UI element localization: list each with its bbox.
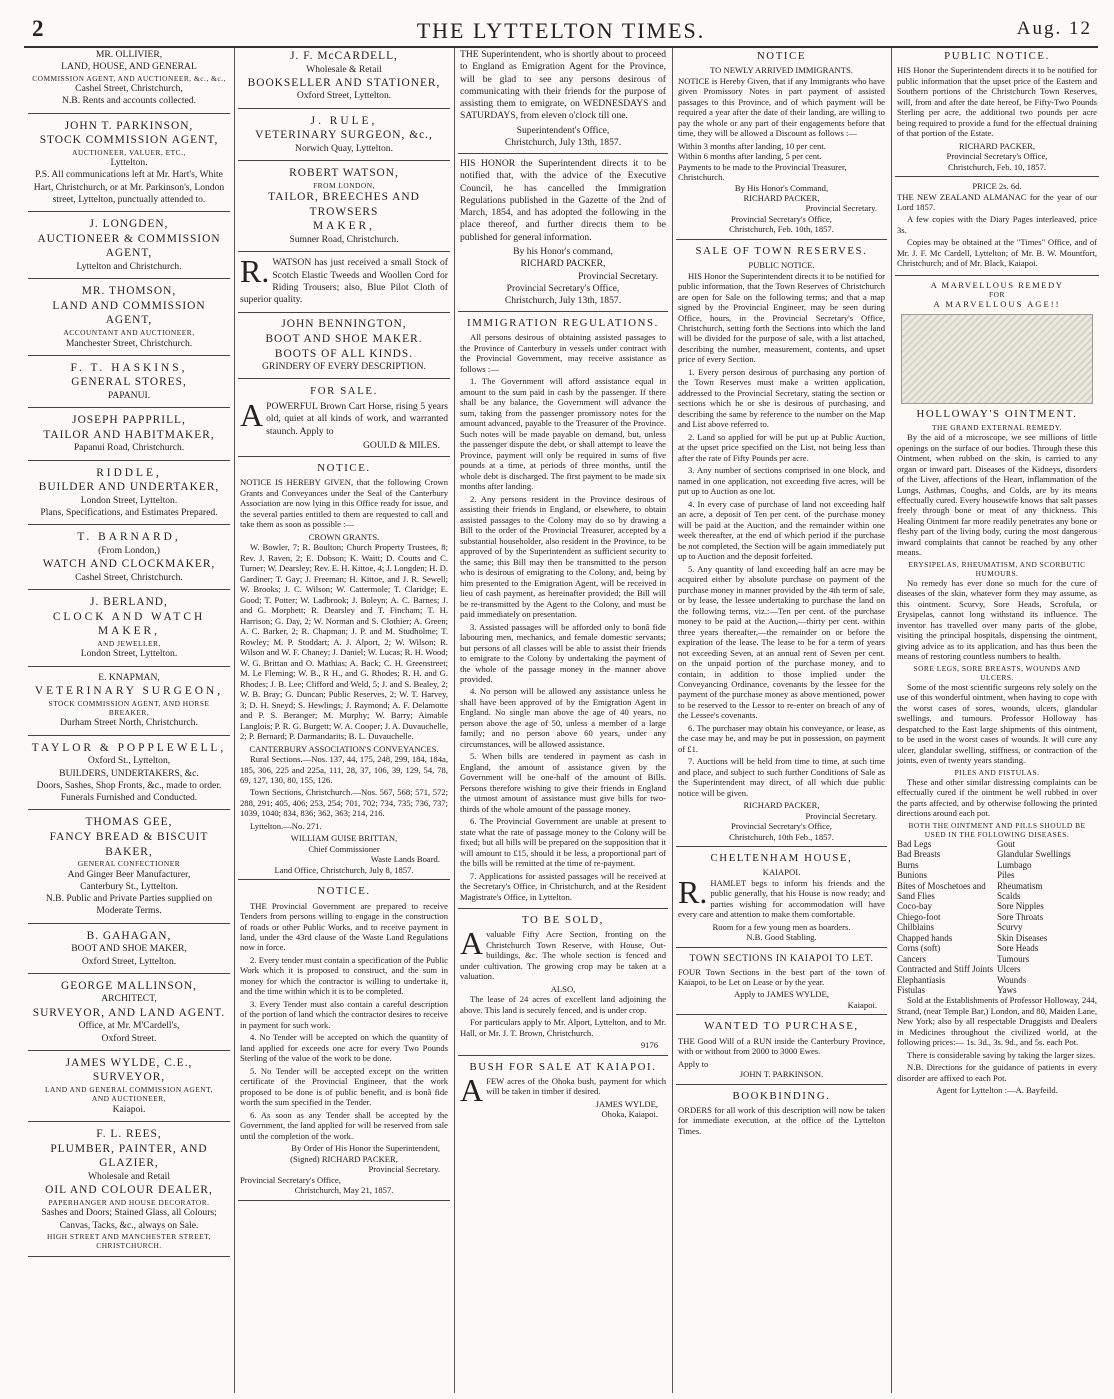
column-four <box>676 48 887 1395</box>
card-line: HIGH STREET AND MANCHESTER STREET, <box>47 1231 211 1241</box>
card-line: B. GAHAGAN, <box>86 929 172 942</box>
paragraph: 4. No person will be allowed any assistance unless he shall have been approved of by the Emigration Agent in England. No single man above the age of 40 years, no person above the age of 50, unless a member of a large family; and no person above 60 years, under any circumstances, will be allowed assistance. <box>460 686 666 749</box>
paragraph: 4. In every case of purchase of land not exceeding half an acre, a deposit of Ten per cent. of the purchase money will be paid at the Auction, and the remainder within one week thereafter, at the end of which period if the purchase be not completed, the Section will be again immediately put up to Auction and the deposit forfeited. <box>678 498 885 562</box>
text-line: Provincial Secretary. <box>805 810 877 821</box>
masthead <box>24 10 1098 48</box>
card-line: Sumner Road, Christchurch. <box>289 234 399 246</box>
card-line: J. F. McCARDELL, <box>290 50 398 62</box>
superintendent-notice: HIS HONOR the Superintendent directs it to be notified that, with the advice of the Executive Council, he has cancelled the Immigration Regulations published in the Gazette of the 2nd of March, 1854, and has adopted the following in the place thereof, and further directs them to be published for general information. By his Honor's command, RICHARD PACKER, Provincial Secretary. Provincial Secretary's Office, Christchurch, July 13th, 1857. <box>458 157 668 312</box>
card-line: BREAKER, <box>108 708 150 717</box>
column-two <box>238 48 450 1395</box>
card-line: COMMISSION AGENT, AND AUCTIONEER, &c., &c., <box>32 73 226 83</box>
kaiapoi-sections-advert: TOWN SECTIONS IN KAIAPOI TO LET. FOUR Town Sections in the best part of the town of Kaiapoi, to be Let on Lease or by the year. Apply to JAMES WYLDE, Kaiapoi. <box>676 951 887 1016</box>
text-line: Provincial Secretary's Office, <box>731 821 832 832</box>
card-line: BUILDER AND UNDERTAKER, <box>38 481 220 494</box>
card-line: Oxford St., Lyttelton, <box>87 755 171 767</box>
column-business-cards <box>28 48 230 1395</box>
diseases-list <box>897 839 1097 996</box>
card-line: SURVEYOR, <box>92 1071 166 1084</box>
card-line: ARCHITECT, <box>101 993 157 1005</box>
card-line: LAND AND GENERAL COMMISSION AGENT, <box>45 1085 213 1094</box>
text-line: Christchurch, May 21, 1857. <box>294 1185 394 1196</box>
card-line: JOHN T. PARKINSON, <box>64 119 194 132</box>
card-line: AUCTIONEER & COMMISSION AGENT, <box>37 232 221 260</box>
disease-item: Tumours <box>997 953 1030 964</box>
column-rule <box>672 48 673 1393</box>
watson-advert: R. WATSON has just received a small Stock of Scotch Elastic Tweeds and Woollen Cord for Riding Trousers; also, Blue Pilot Cloth of superior quality. <box>238 256 450 313</box>
disease-item: Ulcers <box>997 964 1021 975</box>
card-line: And Ginger Beer Manufacturer, <box>67 868 191 880</box>
page-number: 2 <box>32 16 44 41</box>
paragraph: 7. Applications for assisted passages will be received at the Secretary's Office, in Christchurch, and at the Resident Magistrate's Office, in Lyttelton. <box>460 870 666 902</box>
paragraph: 6. As soon as any Tender shall be accepted by the Government, the land applied for will be reserved from sale until the completion of the work. <box>240 1109 448 1141</box>
engraving-illustration <box>901 314 1093 404</box>
card-line: BOOTS OF ALL KINDS. <box>274 347 414 360</box>
to-be-sold-advert: TO BE SOLD, Avaluable Fifty Acre Section, fronting on the Christchurch Town Reserve, with House, Out-buildings, &c. The whole section is fenced and under cultivation. The growing crop may be taken at a valuation. ALSO, The lease of 24 acres of excellent land adjoining the above. This land is securely fenced, and is under crop. For particulars apply to Mr. Alport, Lyttelton, and to Mr. Hall, or Mr. J. T. Brown, Christchurch. 9176 <box>458 912 668 1056</box>
disease-item: Bad Breasts <box>897 849 941 860</box>
disease-item: Wounds <box>997 974 1027 985</box>
card-line: VETERINARY SURGEON, <box>34 684 224 697</box>
bush-for-sale-advert: BUSH FOR SALE AT KAIAPOI. AFEW acres of the Ohoka bush, payment for which will be taken in timber if desired. JAMES WYLDE, Ohoka, Kaiapoi. <box>460 1060 666 1120</box>
business-card <box>28 814 230 923</box>
paragraph: THE Provincial Government are prepared to receive Tenders from persons willing to engage in the construction of roads or other Public Works, and to receive payment in land, under the 43rd clause of the Waste Land Regulations now in force. <box>240 900 448 953</box>
card-line: MR. OLLIVIER, <box>95 49 163 60</box>
business-card <box>28 465 230 526</box>
card-line: BOOT AND SHOE MAKER, <box>71 943 187 955</box>
newspaper-title: THE LYTTELTON TIMES. <box>416 18 706 43</box>
text-line: RICHARD PACKER, <box>743 800 820 811</box>
paragraph: 1. Every person desirous of purchasing any portion of the Town Reserves must make a written application, addressed to the Provincial Secretary, stating the section or sections which he or she is desirous of purchasing, and describing the same by reference to the number on the Map and List above referred to. <box>678 366 885 430</box>
business-card <box>28 928 230 974</box>
paragraph: 3. Any number of sections comprised in one block, and named in one application, not exceeding five acres, will be put up to Auction as one lot. <box>678 465 885 497</box>
paragraph: HIS Honor the Superintendent directs it to be notified for public information, that the Town Reserves of Christchurch are open for Sale on the following terms; and that a map signed by the Provincial Engineer, may be seen during Office, hours, in the Provincial Secretary's Office, Christchurch, setting forth the Sections into which the land will be divided for the purpose of sale, with a list attached, describing the number, measurement, contents, and upset price of every Section. <box>678 270 885 365</box>
column-rule <box>234 48 235 1393</box>
disease-item: Piles <box>997 870 1015 881</box>
column-three <box>458 48 668 1395</box>
card-line: ROBERT WATSON, <box>289 167 399 180</box>
card-line: J. BERLAND, <box>90 596 168 609</box>
bennington-advert <box>238 316 450 379</box>
card-line: BUILDERS, UNDERTAKERS, &c. <box>59 767 199 779</box>
card-line: Office, at Mr. M'Cardell's, <box>78 1020 180 1032</box>
card-line: P.S. All communications left at Mr. Hart's, White Hart, Christchurch, or at Mr. Parkinson's, London street, Lyttelton, punctually attended to. <box>33 169 225 205</box>
card-line: Oxford Street. <box>101 1032 157 1044</box>
card-line: LAND AND COMMISSION AGENT, <box>52 299 206 327</box>
business-card <box>238 165 450 252</box>
business-card <box>28 360 230 408</box>
card-line: THOMAS GEE, <box>85 816 173 829</box>
card-line: Cashel Street, Christchurch. <box>75 571 183 583</box>
paragraph: 2. Any persons resident in the Province desirous of assisting their friends in England, or elsewhere, to obtain assisted passages to the Colony may do so by drawing a Bill to the order of the Provincial Treasurer, accepted by a substantial householder, also resident in the Province, to be approved of by the Superintendent as sufficient security to the same; this Bill may then be transmitted to the person who is desirous of emigrating to the Colony, and, being by him presented to the Emigration Agent, will be received in lieu of cash payment, as hereinafter provided; the Bill will be re-transmitted by the Agent to the Colony, and must be paid immediately on presentation. <box>460 493 666 620</box>
card-line: Papanui Road, Christchurch. <box>73 442 185 454</box>
disease-item: Yaws <box>997 984 1017 995</box>
paragraph: 5. When bills are tendered in payment as cash in England, the amount of assistance given by the Government will be one-half of the amount of Bills. Persons therefore wishing to give their friends in England the utmost amount of assistance must give bills for two-thirds of the whole amount of the passage money. <box>460 751 666 814</box>
paragraph: 7. Auctions will be held from time to time, at such time and place, and subject to such further Conditions of Sale as the Superintendent may direct, of all which due public notice will be given. <box>678 756 885 798</box>
card-line: ACCOUNTANT AND AUCTIONEER, <box>63 328 195 338</box>
card-line: LAND, HOUSE, AND GENERAL <box>61 61 197 73</box>
card-line: Wholesale and Retail <box>87 1170 171 1182</box>
card-line: PAPERHANGER AND HOUSE DECORATOR. <box>48 1197 210 1207</box>
for-sale-advert: FOR SALE. APOWERFUL Brown Cart Horse, rising 5 years old, quiet at all kinds of work, and warranted staunch. Apply to GOULD & MILES. <box>238 383 450 457</box>
paragraph: 5. No Tender will be accepted except on the written certificate of the Provincial Engineer, that the work proposed to be done is of public benefit, and is bonâ fide worth the sum specified in the Tender. <box>240 1065 448 1108</box>
card-line: VETERINARY SURGEON, &c., <box>255 129 433 142</box>
business-card <box>28 740 230 811</box>
card-line: N.B. Public and Private Parties supplied on Moderate Terms. <box>45 893 213 917</box>
card-line: BOOKSELLER AND STATIONER, <box>247 76 441 89</box>
disease-item: Scalds <box>997 891 1021 901</box>
column-rule <box>891 48 892 1393</box>
column-rule <box>454 48 455 1393</box>
issue-date: Aug. 12 <box>1016 18 1092 39</box>
disease-item: Sore Throats <box>997 911 1044 922</box>
card-line: OIL AND COLOUR DEALER, <box>45 1184 213 1197</box>
paragraph: 2. Every tender must contain a specification of the Public Work which it is proposed to construct, and the sum in money for which the contractor is willing to undertake it, and the time within which it is to be completed. <box>240 954 448 997</box>
card-line: MAKER, <box>313 220 375 233</box>
paragraph: 3. Assisted passages will be afforded only to bonâ fide labouring men, mechanics, and female domestic servants; but persons of all classes will be able to assist their friends to emigrate to the Colony by undertaking the payment of the whole of the passage money in the manner above provided. <box>460 621 666 684</box>
disease-item: Coco-bay <box>897 901 932 912</box>
card-line: AND AUCTIONEER, <box>91 1094 166 1104</box>
column-five <box>895 48 1099 1395</box>
disease-item: Elephantiasis <box>897 974 945 985</box>
immigration-regulations: IMMIGRATION REGULATIONS. All persons desirous of obtaining assisted passages to the Province of Canterbury in vessels under contract with the Provincial Government, may receive assistance as follows :— 1. The Government will afford assistance equal in amount to the sum paid in cash by the passenger. If there shall be any balance, the Government will advance the sum, taking from the passenger promissory notes for the amount advanced, payable to the Treasurer of the Province. Such notes will be made payable on demand, but, unless the passenger dispute the debt, or shall attempt to leave the Province, payment will only be required in sums of five pounds at a time, at periods of three months, until the whole debt is discharged. The first payment to be made six months after landing. 2. Any persons resident in the Province desirous of assisting their friends in England, or elsewhere, to obtain assisted passages to the Colony may do so by drawing a Bill to the order of the Provincial Treasurer, accepted by a substantial householder, also resident in the Province, to be approved of by the Superintendent as sufficient security to the same; this Bill may then be transmitted to the person who is desirous of emigrating to the Colony, and, being by him presented to the Emigration Agent, will be received in lieu of cash payment, as hereinafter provided; the Bill will be re-transmitted by the Agent to the Colony, and must be paid immediately on presentation. 3. Assisted passages will be afforded only to bonâ fide labouring men, mechanics, and female domestic servants; but persons of all classes will be able to assist their friends to emigrate to the Colony by undertaking the payment of the whole of the passage money in the manner above provided. 4. No person will be allowed any assistance unless he shall have been approved of by the Emigration Agent in England. No single man above the age of 40 years, no person above the age of 50, unless a member of a large family; and no person above 60 years, under any circumstances, will be allowed assistance. 5. When bills are tendered in payment as cash in England, the amount of assistance given by the Government will be one-half of the amount of Bills. Persons therefore wishing to give their friends in England the utmost amount of assistance must give bills for two-thirds of the whole amount of the passage money. 6. The Provincial Government are unable at present to state what the rate of passage money to the Colony will be fixed; but all bills will be prepared on the supposition that it will amount to £15, should it be less, a proportional part of the bills will be remitted at the time of re-payment. 7. Applications for assisted passages will be received at the Secretary's Office, in Christchurch, and at the Resident Magistrate's Office, in Lyttelton. <box>458 315 668 909</box>
card-line: CHRISTCHURCH. <box>96 1241 162 1251</box>
text-line: By Order of His Honor the Superintendent, <box>291 1143 440 1154</box>
disease-item: Contracted and Stiff Joints <box>897 964 994 975</box>
card-line: GRINDERY OF EVERY DESCRIPTION. <box>262 361 426 373</box>
card-line: STOCK COMMISSION AGENT, AND HORSE <box>48 698 210 708</box>
business-card <box>28 529 230 590</box>
business-card <box>28 118 230 213</box>
card-line: (From London,) <box>98 545 160 557</box>
card-line: Norwich Quay, Lyttelton. <box>295 142 393 154</box>
disease-item: Bad Legs <box>897 838 932 849</box>
card-line: London Street, Lyttelton. <box>80 648 178 660</box>
immigrants-notice: NOTICE TO NEWLY ARRIVED IMMIGRANTS. NOTICE is Hereby Given, that if any Immigrants who have given Promissory Notes in part payment of assisted passages to this Province, and of which payment will be required a year after the date of their landing, are willing to pay the whole or any part of their engagements before that time, they will be allowed a Discount as follows :— Within 3 months after landing, 10 per cent. Within 6 months after landing, 5 per cent. Payments to be made to the Provincial Treasurer, Christchurch. By His Honor's Command, RICHARD PACKER, Provincial Secretary. Provincial Secretary's Office, Christchurch, Feb. 10th, 1857. <box>676 48 887 240</box>
bookbinding-advert: BOOKBINDING. ORDERS for all work of this description will now be taken for immediate execution, at the office of the Lyttelton Times. <box>678 1089 885 1136</box>
card-line: FANCY BREAD & BISCUIT BAKER, <box>49 830 209 858</box>
tenders-notice: NOTICE. THE Provincial Government are prepared to receive Tenders from persons willing to engage in the construction of roads or other Public Works, and to receive payment in land, under the 43rd clause of the Waste Land Regulations now in force. 2. Every tender must contain a specification of the Public Work which it is proposed to construct, and the sum in money for which the contractor is willing to undertake it, and the time within which it is to be completed. 3. Every Tender must also contain a careful description of the portion of land which the contractor desires to receive in payment for such work. 4. No Tender will be accepted on which the quantity of land applied for exceeds one acre for every Two Pounds Sterling of the value of the work to be done. 5. No Tender will be accepted except on the written certificate of the Provincial Engineer, that the work proposed to be done is of public benefit, and is bonâ fide worth the sum specified in the Tender. 6. As soon as any Tender shall be accepted by the Government, the land applied for will be reserved from sale until the completion of the work. By Order of His Honor the Superintendent, (Signed) RICHARD PACKER, Provincial Secretary. Provincial Secretary's Office, Christchurch, May 21, 1857. <box>238 883 450 1200</box>
card-line: Lyttelton. <box>110 157 148 169</box>
card-line: Cashel Street, Christchurch, <box>75 83 183 94</box>
paragraph: All persons desirous of obtaining assisted passages to the Province of Canterbury in vessels under contract with the Provincial Government, may receive assistance as follows :— <box>460 332 666 374</box>
disease-item: Glandular Swellings <box>997 849 1071 860</box>
card-line: Wholesale & Retail <box>306 63 382 75</box>
card-line: MR. THOMSON, <box>81 285 177 298</box>
business-card <box>28 283 230 356</box>
disease-item: Corns (soft) <box>897 943 941 954</box>
public-notice: PUBLIC NOTICE. HIS Honor the Superintendent directs it to be notified for public information that the upset price of the Eastern and Southern portions of the Christchurch Town Reserves, will, from and after the date hereof, be Fifty-Two Pounds Sterling per acre, the additional two pounds per acre being required to provide a fund for the effectual draining of that portion of the Estate. RICHARD PACKER, Provincial Secretary's Office, Christchurch, Feb. 10, 1857. <box>895 48 1099 177</box>
card-line: London Street, Lyttelton. <box>80 494 178 506</box>
card-line: E. KNAPMAN, <box>98 671 160 683</box>
card-line: FROM LONDON, <box>313 180 375 190</box>
town-reserves-sale: SALE OF TOWN RESERVES. PUBLIC NOTICE. HIS Honor the Superintendent directs it to be notified for public information, that the Town Reserves of Christchurch are open for Sale on the following terms; and that a map signed by the Provincial Engineer, may be seen during Office, hours, in the Provincial Secretary's Office, Christchurch, setting forth the Sections into which the land will be divided for the purpose of sale, with a list attached, describing the number, measurement, contents, and upset price of every Section. 1. Every person desirous of purchasing any portion of the Town Reserves must make a written application, addressed to the Provincial Secretary, stating the section or sections which he or she is desirous of purchasing, and describing the same by reference to the number on the Map and List above referred to. 2. Land so applied for will be put up at Public Auction, at the upset price specified on the List, not being less than after the rate of Fifty Pounds per acre. 3. Any number of sections comprised in one block, and named in one application, not exceeding five acres, will be put up to Auction as one lot. 4. In every case of purchase of land not exceeding half an acre, a deposit of Ten per cent. of the purchase money will be paid at the Auction, and the remainder within one week thereafter, at the end of which period if the purchase be not completed, the Section will be again immediately put up to Auction and the deposit forfeited. 5. Any quantity of land exceeding half an acre may be acquired either by absolute purchase on payment of the purchase money in manner provided by the 4th term of sale, or by lease, the lessee undertaking to purchase the land on the following terms, viz.:—Ten per cent. of the purchase money to be paid at the Auction,—thirty per cent. within three years thereafter,—the remainder on or before the expiration of the lease. The lease to be for a term of years not exceeding Seven, at an annual rent of Seven per cent. on the unpaid portion of the purchase money, and to contain, in addition to those implied under the Conveyancing Ordinance, covenants by the lessee for the payment of the purchase money as above mentioned, power to be reserved to the Lessor to re-enter on breach of any of the Lessee's covenants. 6. The purchaser may obtain his conveyance, or lease, as the case may be, and may be put in possession, on payment of £1. 7. Auctions will be held from time to time, at such time and place, and subject to such further Conditions of Sale as the Superintendent may direct, of all which due public notice will be given. RICHARD PACKER, Provincial Secretary. Provincial Secretary's Office, Christchurch, 10th Feb., 1857. <box>676 243 887 847</box>
card-line: GEORGE MALLINSON, <box>61 979 197 992</box>
almanac-advert: PRICE 2s. 6d. THE NEW ZEALAND ALMANAC for the year of our Lord 1857. A few copies with the Diary Pages interleaved, price 3s. Copies may be obtained at the "Times" Office, and of Mr. J. F. Mc Cardell, Lyttelton; of Mr. B. W. Mountfort, Christchurch; and of Mr. Black, Kaiapoi. <box>895 180 1099 276</box>
card-line: Canterbury St., Lyttelton. <box>80 880 178 892</box>
business-card <box>28 1126 230 1257</box>
business-card <box>28 671 230 736</box>
disease-item: Cancers <box>897 953 926 964</box>
disease-item: Chilblains <box>897 922 935 933</box>
card-line: SURVEYOR, AND LAND AGENT. <box>32 1006 226 1019</box>
text-line: (Signed) RICHARD PACKER, <box>290 1153 398 1164</box>
card-line: WATCH AND CLOCKMAKER, <box>42 558 216 571</box>
card-line: Sashes and Doors; Stained Glass, all Colours; Canvas, Tacks, &c., always on Sale. <box>41 1207 217 1231</box>
disease-item: Bunions <box>897 870 928 881</box>
text-line: Provincial Secretary's Office, <box>240 1174 341 1185</box>
business-card <box>28 412 230 460</box>
paragraph: 6. The purchaser may obtain his conveyance, or lease, as the case may be, and may be put in possession, on payment of £1. <box>678 722 885 754</box>
card-line: F. L. REES, <box>96 1128 162 1141</box>
disease-item: Sore Heads <box>997 943 1039 954</box>
disease-item: Lumbago <box>997 859 1032 870</box>
card-line: STOCK COMMISSION AGENT, <box>39 134 219 147</box>
card-line: TAILOR AND HABITMAKER, <box>43 428 215 441</box>
card-line: CLOCK AND WATCH MAKER, <box>52 610 206 638</box>
wanted-advert: WANTED TO PURCHASE, THE Good Will of a RUN inside the Canterbury Province, with or without from 2000 to 3000 Ewes. Apply to JOHN T. PARKINSON. <box>676 1018 887 1084</box>
paragraph: 1. The Government will afford assistance equal in amount to the sum paid in cash by the passenger. If there shall be any balance, the Government will advance the sum, taking from the passenger promissory notes for the amount advanced, payable to the Treasurer of the Province. Such notes will be made payable on demand, but, unless the passenger dispute the debt, or shall attempt to leave the Province, payment will only be required in sums of five pounds at a time, at periods of three months, until the whole debt is discharged. The first payment to be made six months after landing. <box>460 376 666 492</box>
card-line: GENERAL CONFECTIONER <box>77 859 181 869</box>
paragraph: 4. No Tender will be accepted on which the quantity of land applied for exceeds one acre for every Two Pounds Sterling of the value of the work to be done. <box>240 1032 448 1064</box>
disease-item: Burns <box>897 859 919 870</box>
card-line: TAYLOR & POPPLEWELL, <box>31 741 227 754</box>
business-card <box>28 978 230 1051</box>
disease-item: Gout <box>997 838 1015 849</box>
card-line: J. LONGDEN, <box>89 218 169 231</box>
disease-item: Fistulas <box>897 984 926 995</box>
disease-item: Scurvy <box>997 922 1023 933</box>
disease-item: Sore Nipples <box>997 901 1044 912</box>
card-line: PLUMBER, PAINTER, AND GLAZIER, <box>50 1142 208 1170</box>
business-card <box>28 1055 230 1122</box>
card-line: Manchester Street, Christchurch. <box>65 337 193 349</box>
card-line: Lyttelton and Christchurch. <box>76 261 182 273</box>
card-line: Kaiapoi. <box>112 1103 146 1115</box>
card-line: T. BARNARD, <box>77 531 181 544</box>
paragraph: 2. Land so applied for will be put up at Public Auction, at the upset price specified on the List, not being less than after the rate of Fifty Pounds per acre. <box>678 431 885 463</box>
paragraph: 5. Any quantity of land exceeding half an acre may be acquired either by absolute purchase on payment of the purchase money in manner provided by the 4th term of sale, or by lease, the lessee undertaking to purchase the land on the following terms, viz.:—Ten per cent. of the purchase money to be paid at the Auction,—thirty per cent. within three years thereafter,—the remainder on or before the expiration of the lease. The lease to be for a term of years not exceeding Seven, at an annual rent of Seven per cent. on the unpaid portion of the purchase money, and to contain, in addition to those implied under the Conveyancing Ordinance, covenants by the lessee for the payment of the purchase money as above mentioned, power to be reserved to the Lessor to re-enter on breach of any of the Lessee's covenants. <box>678 563 885 721</box>
card-line: JOHN BENNINGTON, <box>281 318 407 331</box>
paragraph: 6. The Provincial Government are unable at present to state what the rate of passage money to the Colony will be fixed; but all bills will be prepared on the supposition that it will amount to £15, should it be less, a proportional part of the bills will be remitted at the time of re-payment. <box>460 816 666 869</box>
business-card <box>28 48 230 114</box>
card-line: JOSEPH PAPPRILL, <box>72 414 186 427</box>
card-line: Funerals Furnished and Conducted. <box>60 792 198 804</box>
holloway-ointment-advert: A MARVELLOUS REMEDY FOR A MARVELLOUS AGE!! HOLLOWAY'S OINTMENT. THE GRAND EXTERNAL REMEDY. By the aid of a microscope, we see millions of little openings on the surface of our bodies. Through these this Ointment, when rubbed on the skin, is carried to any organ or inward part. Diseases of the Kidneys, disorders of the Liver, affections of the Heart, inflammation of the Lungs, Asthmas, Coughs, and Colds, are by its means effectually cured. Every housewife knows that salt passes freely through bone or meat of any thickness. This Healing Ointment far more readily penetrates any bone or fleshy part of the living body, curing the most dangerous inward complaints that cannot be reached by any other means. ERYSIPELAS, RHEUMATISM, AND SCORBUTIC HUMOURS. No remedy has ever done so much for the cure of diseases of the skin, whatever form they may assume, as this ointment. Scurvy, Sore Heads, Scrofula, or Erysipelas, cannot long withstand its influence. The inventor has travelled over many parts of the globe, visiting the principal hospitals, dispensing the ointment, giving advice as to its application, and has thus been the means of restoring countless numbers to health. SORE LEGS, SORE BREASTS, WOUNDS AND ULCERS. Some of the most scientific surgeons rely solely on the use of this wonderful ointment, when having to cope with the worst cases of sores, wounds, ulcers, glandular swellings, and tumours. Professor Holloway has despatched to the East large shipments of this ointment, to be used in the worst cases of wounds. It will cure any ulcer, glandular swelling, stiffness, or contraction of the joints, even of twenty years standing. PILES AND FISTULAS. These and other similar distressing complaints can be effectually cured if the ointment be well rubbed in over the parts affected, and by otherwise following the printed directions around each pot. BOTH THE OINTMENT AND PILLS SHOULD BE USED IN THE FOLLOWING DISEASES. Bad Legs Bad Breasts Burns Bunions Bites of Moschetoes and Sand Flies Coco-bay Chiego-foot Chilblains Chapped hands Corns (soft) Cancers Contracted and Stiff Joints Elephantiasis Fistulas Gout Glandular Swellings Lumbago Piles Rheumatism Scalds Sore Nipples Sore Throats Scurvy Skin Diseases Sore Heads Tumours Ulcers Wounds Yaws Sold at the Establishments of Professor Holloway, 244, Strand, (near Temple Bar,) London, and 80, Maiden Lane, New York; also by all respectable Druggists and Dealers in Medicines throughout the civilized world, at the following prices:— 1s. 3d., 3s. 9d., and 5s. each Pot. There is considerable saving by taking the larger sizes. N.B. Directions for the guidance of patients in every disorder are affixed to each Pot. Agent for Lyttelton :—A. Bayfeild. <box>897 279 1097 1096</box>
emigration-agent-notice: THE Superintendent, who is shortly about to proceed to England as Emigration Agent for the Province, will be glad to see any persons desirous of communicating with their friends for the purpose of assisting them to emigrate, on WEDNESDAYS and SATURDAYS, from eleven o'clock till one. Superintendent's Office, Christchurch, July 13th, 1857. <box>458 48 668 154</box>
disease-item: Bites of Moschetoes and Sand Flies <box>897 880 986 901</box>
card-line: JAMES WYLDE, C.E., <box>65 1056 193 1069</box>
card-line: PAPANUI. <box>107 390 151 401</box>
card-line: Oxford Street, Lyttelton. <box>81 955 177 967</box>
card-line: J. RULE, <box>310 114 378 127</box>
card-line: RIDDLE, <box>96 466 162 479</box>
business-card <box>28 594 230 667</box>
paragraph: 3. Every Tender must also contain a careful description of the portion of land which the contractor desires to receive in payment for such work. <box>240 998 448 1030</box>
business-card <box>238 113 450 161</box>
card-line: N.B. Rents and accounts collected. <box>61 95 196 107</box>
card-line: Oxford Street, Lyttelton. <box>296 90 392 102</box>
crown-grants-notice: NOTICE. NOTICE IS HEREBY GIVEN, that the following Crown Grants and Conveyances under the Seal of the Canterbury Association are now lying in this Office ready for issue, and the several parties entitled to them are requested to call and take them as soon as possible :— CROWN GRANTS. W. Bowler, 7; R. Boulton; Church Property Trustees, 8; Rev. J. Raven, 2; E. Dobson; K. Waitt; D. Coutts and C. Turner; W. Dearsley; Rev. E. H. Kittoe, 4; J. Longden; H. D. Gardiner; T. Gay; J. Freeman; H. Kittoe, and J. R. Sewell; W. Brooks; J. C. Wilson; W. Cattermole; T. Claridge; E. Good; T. Potter; W. Ladbrook; J. Boleyn; A. C. Barnes; J. and G. Morphett; R. Dearsley and T. Fincham; T. H. Harrison; G. Day, 2; W. Norman and S. Clothier; A. Green; A. C. Barker, 2; R. Chapman; J. P. and M. Studholme; T. Rowley; M. P. Stoddart; A. J. Alport, 2; W. Wilson; R. Wilson and W. F. Chaney; J. Daniel; W. Lucas; R. H. Wood; W. G. Brittan and O. Mathias; A. Back; C. H. Greenstreet; M. Le Fleming; W. B., R H., and G. Rhodes; R. H. and G. Rhodes; J. B. Lee; Clifford and Weld, 5; J. and S. Bealey, 2; W. B. Bray; G. Duncan; Public Reserves, 2; W. T. Harvey, 3; D. H. Sneyd; S. Hewlings; J. Raymond; A. F. Delamotte and P. S. Beranger; M. Murphy; W. Barry; Aimable Langlois; P. R. G. Burgett; W. A. Cooper; J. A. Duvauchelle, 2; P. Bernard; P. Darmandarits; B. L. Duvauchelle. CANTERBURY ASSOCIATION'S CONVEYANCES. Rural Sections.—Nos. 137, 44, 175, 248, 299, 184, 184a, 185, 306, 225 and 225a, 111, 28, 37, 106, 39, 129, 54, 78, 69, 127, 130, 80, 155, 126. Town Sections, Christchurch.—Nos. 567, 568; 571, 572; 288, 291; 405, 406; 253, 254; 701, 702; 734, 735; 736, 737; 1039, 1040; 834, 836; 362, 363; 214, 216. Lyttelton.—No. 271. WILLIAM GUISE BRITTAN, Chief Commissioner Waste Lands Board. Land Office, Christchurch, July 8, 1857. <box>238 460 450 880</box>
disease-item: Rheumatism <box>997 880 1043 891</box>
text-line: Christchurch, 10th Feb., 1857. <box>729 831 834 842</box>
card-line: TAILOR, BREECHES AND TROWSERS <box>268 191 420 218</box>
business-card <box>28 216 230 279</box>
card-line: F. T. HASKINS, <box>70 361 188 374</box>
card-line: Plans, Specifications, and Estimates Prepared. <box>40 507 218 519</box>
card-line: GENERAL STORES, <box>71 376 187 389</box>
card-line: Durham Street North, Christchurch. <box>60 717 198 729</box>
disease-item: Chapped hands <box>897 932 953 943</box>
business-card <box>238 48 450 109</box>
text-line: Provincial Secretary. <box>368 1164 440 1175</box>
card-line: AND JEWELLER, <box>97 638 161 648</box>
card-line: BOOT AND SHOE MAKER. <box>265 332 423 345</box>
disease-item: Chiego-foot <box>897 911 941 922</box>
disease-item: Skin Diseases <box>997 932 1048 943</box>
card-line: AUCTIONEER, VALUER, ETC., <box>72 147 186 157</box>
card-line: Doors, Sashes, Shop Fronts, &c., made to order. <box>36 779 222 791</box>
cheltenham-house-advert: CHELTENHAM HOUSE, KAIAPOI. R. HAMLET begs to inform his friends and the public generally, that his House is now ready; and parties wishing for accommodation will have every care and attention to make them comfortable. Room for a few young men as boarders. N.B. Good Stabling. <box>676 850 887 948</box>
